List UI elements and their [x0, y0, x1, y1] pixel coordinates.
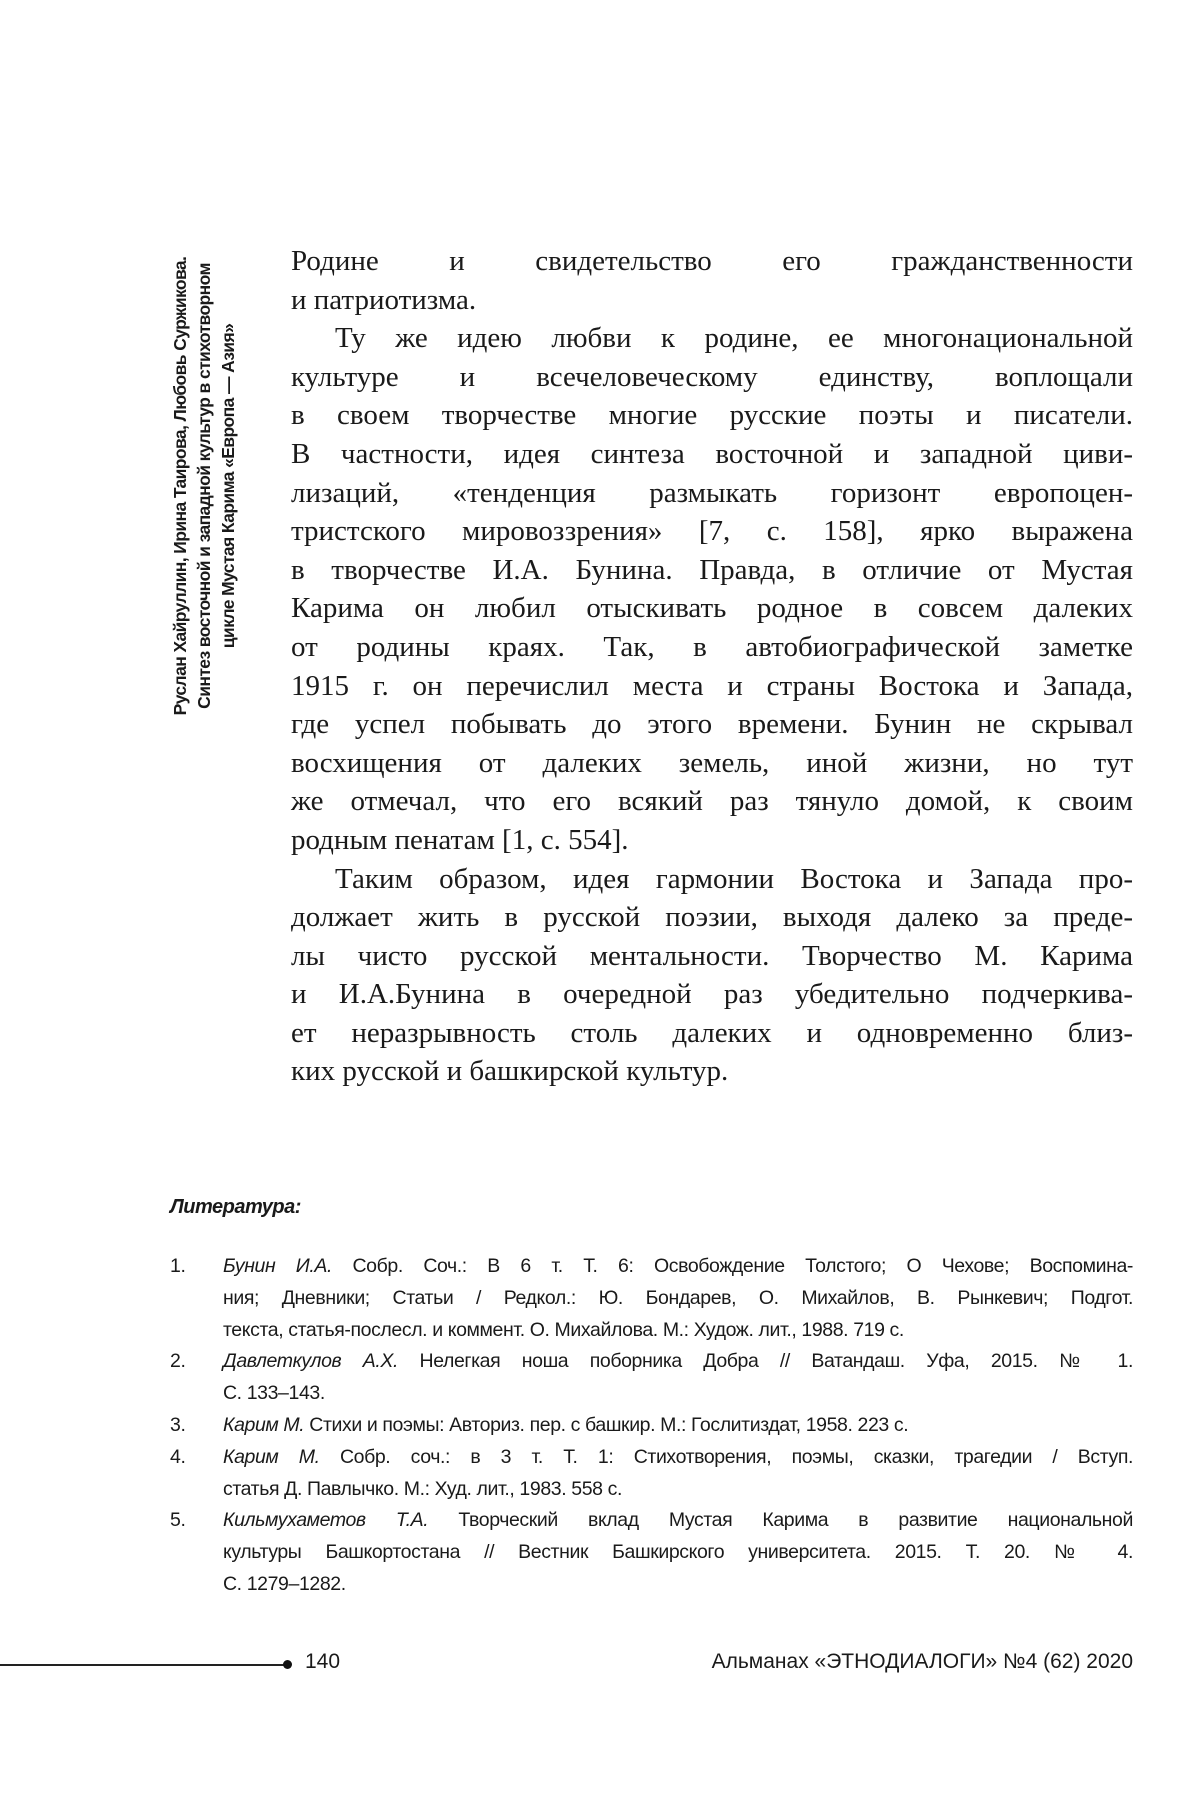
reference-text: Творческий вклад Мустая Карима в развитие национальной — [428, 1509, 1133, 1531]
reference-item — [170, 1505, 1133, 1600]
reference-line — [223, 1251, 1133, 1283]
body-line: в своем творчестве многие русские поэты и писатели. — [291, 396, 1133, 435]
body-line: Родине и свидетельство его гражданственности — [291, 242, 1133, 281]
reference-line — [223, 1442, 1133, 1474]
journal-title: Альманах «ЭТНОДИАЛОГИ» №4 (62) 2020 — [712, 1650, 1133, 1674]
body-line: ет неразрывность столь далеких и одновременно близ- — [291, 1014, 1133, 1053]
body-line: лизаций, «тенденция размыкать горизонт европоцен- — [291, 474, 1133, 513]
body-line: и патриотизма. — [291, 281, 1133, 320]
reference-line: статья Д. Павлычко. М.: Худ. лит., 1983. 558 с. — [223, 1474, 1133, 1506]
body-line: культуре и всечеловеческому единству, воплощали — [291, 358, 1133, 397]
reference-author: Бунин И.А. — [223, 1255, 332, 1277]
reference-author: Кильмухаметов Т.А. — [223, 1509, 428, 1531]
reference-number: 2. — [170, 1346, 223, 1410]
reference-author: Давлеткулов А.Х. — [223, 1350, 398, 1372]
body-line: тристского мировоззрения» [7, с. 158], ярко выражена — [291, 512, 1133, 551]
body-line: от родины краях. Так, в автобиографической заметке — [291, 628, 1133, 667]
reference-line — [223, 1346, 1133, 1378]
reference-line — [223, 1505, 1133, 1537]
reference-item — [170, 1251, 1133, 1346]
reference-line: ния; Дневники; Статьи / Редкол.: Ю. Бондарев, О. Михайлов, В. Рынкевич; Подгот. — [223, 1283, 1133, 1315]
body-text — [291, 242, 1133, 1091]
reference-line: культуры Башкортостана // Вестник Башкирского университета. 2015. Т. 20. № 4. — [223, 1537, 1133, 1569]
page-footer — [0, 1650, 1133, 1680]
running-head — [168, 256, 252, 716]
reference-author: Карим М. — [223, 1414, 304, 1436]
footer-rule — [0, 1664, 285, 1666]
body-line: в творчестве И.А. Бунина. Правда, в отличие от Мустая — [291, 551, 1133, 590]
reference-item — [170, 1410, 1133, 1442]
footer-bullet-icon — [283, 1660, 292, 1669]
reference-number: 3. — [170, 1410, 223, 1442]
running-head-authors: Руслан Хайруллин, Ирина Таирова, Любовь Суржикова. — [168, 256, 192, 716]
page-number: 140 — [305, 1650, 340, 1674]
reference-number: 1. — [170, 1251, 223, 1346]
reference-text: Собр. Соч.: В 6 т. Т. 6: Освобождение Толстого; О Чехове; Воспомина- — [332, 1255, 1133, 1277]
body-line: 1915 г. он перечислил места и страны Востока и Запада, — [291, 667, 1133, 706]
reference-item — [170, 1346, 1133, 1410]
body-line: Ту же идею любви к родине, ее многонациональной — [291, 319, 1133, 358]
reference-line: С. 133–143. — [223, 1378, 1133, 1410]
reference-line — [223, 1410, 1133, 1442]
body-line: родным пенатам [1, с. 554]. — [291, 821, 1133, 860]
literature-heading: Литература: — [170, 1196, 301, 1219]
reference-item — [170, 1442, 1133, 1506]
running-head-title-2: цикле Мустая Карима «Европа — Азия» — [216, 256, 240, 716]
reference-number: 4. — [170, 1442, 223, 1506]
reference-author: Карим М. — [223, 1446, 320, 1468]
body-line: В частности, идея синтеза восточной и западной циви- — [291, 435, 1133, 474]
reference-number: 5. — [170, 1505, 223, 1600]
body-line: восхищения от далеких земель, иной жизни, но тут — [291, 744, 1133, 783]
reference-line: С. 1279–1282. — [223, 1569, 1133, 1601]
body-line: должает жить в русской поэзии, выходя далеко за преде- — [291, 898, 1133, 937]
body-line: же отмечал, что его всякий раз тянуло домой, к своим — [291, 782, 1133, 821]
reference-text: Нелегкая ноша поборника Добра // Ватандаш. Уфа, 2015. № 1. — [398, 1350, 1133, 1372]
running-head-title-1: Синтез восточной и западной культур в стихотворном — [192, 256, 216, 716]
body-line: где успел побывать до этого времени. Бунин не скрывал — [291, 705, 1133, 744]
body-line: ких русской и башкирской культур. — [291, 1052, 1133, 1091]
reference-list — [170, 1251, 1133, 1601]
body-line: Карима он любил отыскивать родное в совсем далеких — [291, 589, 1133, 628]
reference-text: Стихи и поэмы: Авториз. пер. с башкир. М.: Гослитиздат, 1958. 223 с. — [304, 1414, 908, 1436]
body-line: Таким образом, идея гармонии Востока и Запада про- — [291, 860, 1133, 899]
reference-line: текста, статья-послесл. и коммент. О. Михайлова. М.: Худож. лит., 1988. 719 с. — [223, 1315, 1133, 1347]
body-line: лы чисто русской ментальности. Творчество М. Карима — [291, 937, 1133, 976]
body-line: и И.А.Бунина в очередной раз убедительно подчеркива- — [291, 975, 1133, 1014]
reference-text: Собр. соч.: в 3 т. Т. 1: Стихотворения, поэмы, сказки, трагедии / Вступ. — [320, 1446, 1133, 1468]
